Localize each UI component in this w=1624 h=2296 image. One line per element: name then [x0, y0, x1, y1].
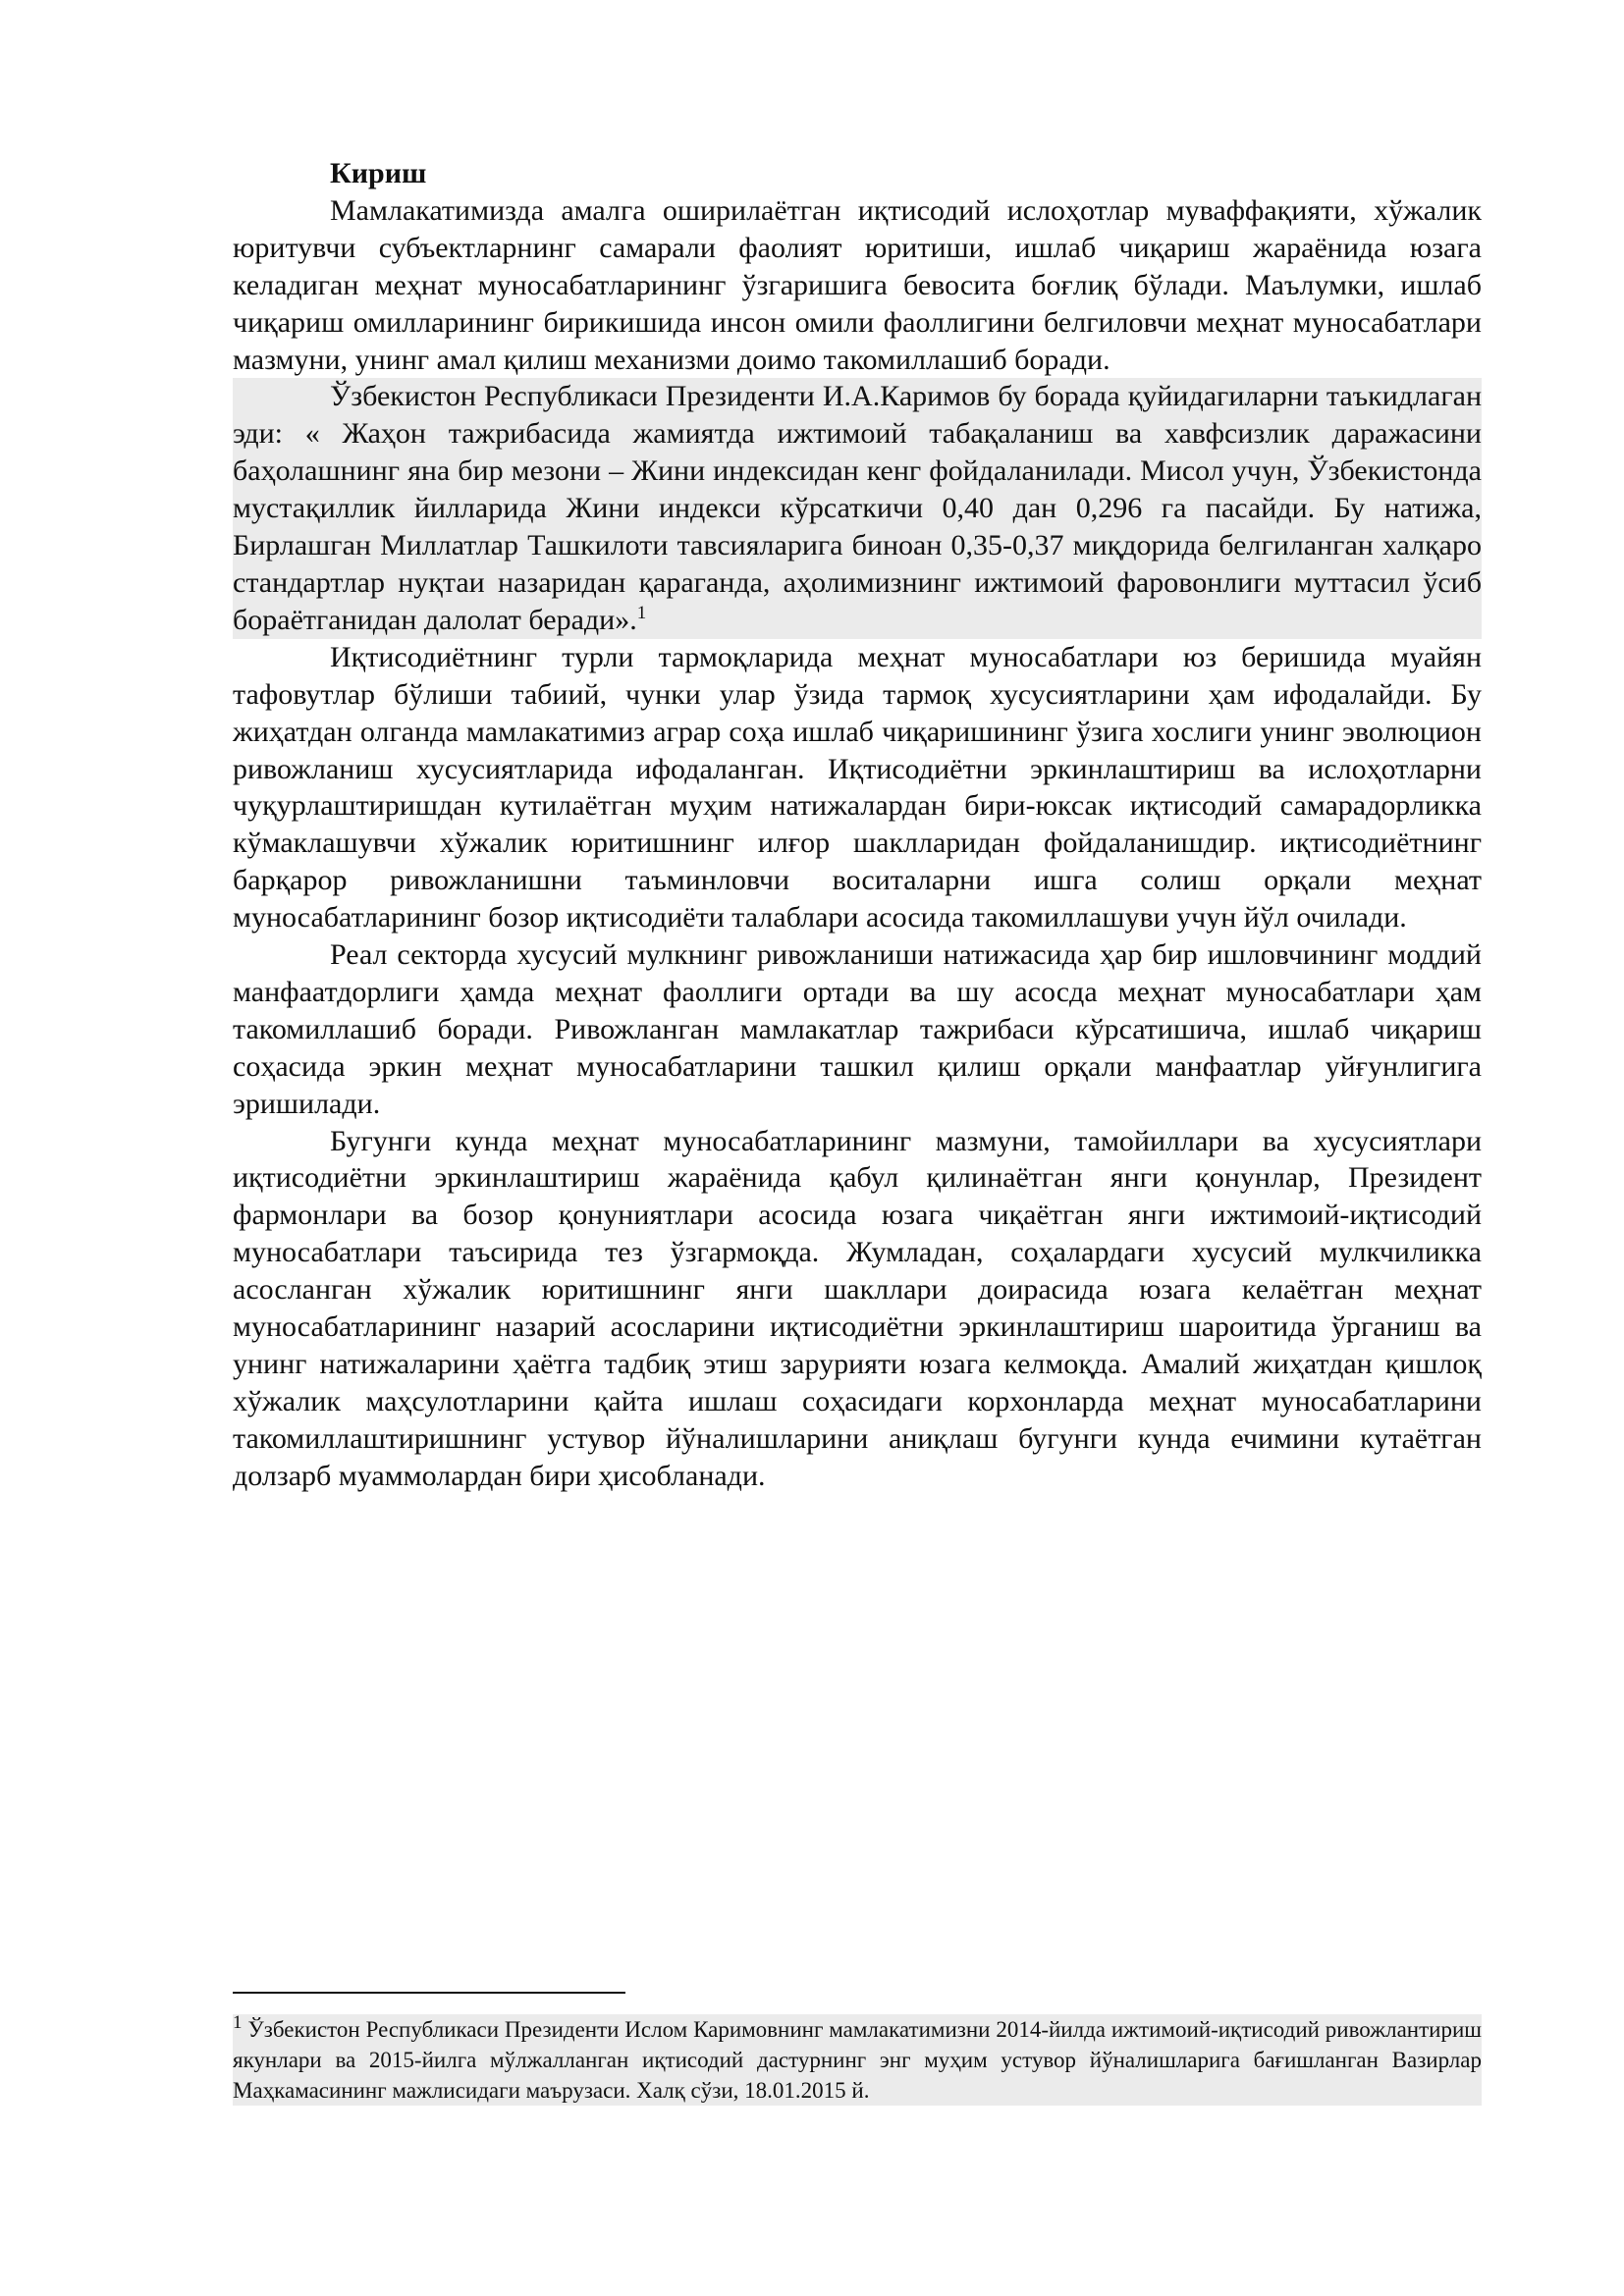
- paragraph-5: Бугунги кунда меҳнат муносабатларининг мазмуни, тамойиллари ва хусусиятлари иқтисодиётни эркинлаштириш жараёнида қабул қилинаётган янги қонунлар, Президент фармонлари ва бозор қонуниятлари асосида юзага чиқаётган янги ижтимоий-иқтисодий муносабатлари таъсирида тез ўзгармоқда. Жумладан, соҳалардаги хусусий мулкчиликка асосланган хўжалик юритишнинг янги шакллари доирасида юзага келаётган меҳнат муносабатларининг назарий асосларини иқтисодиётни эркинлаштириш шароитида ўрганиш ва унинг натижаларини ҳаётга тадбиқ этиш зарурияти юзага келмоқда. Амалий жиҳатдан қишлоқ хўжалик маҳсулотларини қайта ишлаш соҳасидаги корхонларда меҳнат муносабатларини такомиллаштиришнинг устувор йўналишларини аниқлаш бугунги кунда ечимини кутаётган долзарб муаммолардан бири ҳисобланади.: [233, 1124, 1482, 1492]
- paragraph-3: Иқтисодиётнинг турли тармоқларида меҳнат муносабатлари юз беришида муайян тафовутлар бўлиши табиий, чунки улар ўзида тармоқ хусусиятларини ҳам ифодалайди. Бу жиҳатдан олганда мамлакатимиз аграр соҳа ишлаб чиқаришининг ўзига хослиги унинг эволюцион ривожланиш хусусиятларида ифодаланган. Иқтисодиётни эркинлаштириш ва ислоҳотларни чуқурлаштиришдан кутилаётган муҳим натижалардан бири-юксак иқтисодий самарадорликка кўмаклашувчи хўжалик юритишнинг илғор шаклларидан фойдаланишдир. иқтисодиётнинг барқарор ривожланишни таъминловчи воситаларни ишга солиш орқали меҳнат муносабатларининг бозор иқтисодиёти талаблари асосида такомиллашуви учун йўл очилади.: [233, 640, 1482, 934]
- paragraph-1: Мамлакатимизда амалга оширилаётган иқтисодий ислоҳотлар муваффақияти, хўжалик юритувчи субъектларнинг самарали фаолият юритиши, ишлаб чиқариш жараёнида юзага келадиган меҳнат муносабатларининг ўзгаришига бевосита боғлиқ бўлади. Маълумки, ишлаб чиқариш омилларининг бирикишида инсон омили фаоллигини белгиловчи меҳнат муносабатлари мазмуни, унинг амал қилиш механизми доимо такомиллашиб боради.: [233, 193, 1482, 376]
- footnote-mark: 1: [233, 2012, 243, 2034]
- paragraph-2-quote: [233, 378, 1482, 638]
- footnote-separator: [233, 1992, 625, 1994]
- paragraph-4: Реал секторда хусусий мулкнинг ривожланиши натижасида ҳар бир ишловчининг моддий манфаатдорлиги ҳамда меҳнат фаоллиги ортади ва шу асосда меҳнат муносабатлари ҳам такомиллашиб боради. Ривожланган мамлакатлар тажрибаси кўрсатишича, ишлаб чиқариш соҳасида эркин меҳнат муносабатларини ташкил қилиш орқали манфаатлар уйғунлигига эришилади.: [233, 938, 1482, 1120]
- footnote-reference[interactable]: 1: [636, 602, 647, 623]
- footnote: [233, 2014, 1482, 2106]
- paragraph-2-text: Ўзбекистон Республикаси Президенти И.А.Каримов бу борада қуйидагиларни таъкидлаган эди: « Жаҳон тажрибасида жамиятда ижтимоий табақаланиш ва хавфсизлик даражасини баҳолашнинг яна бир мезони – Жини индексидан кенг фойдаланилади. Мисол учун, Ўзбекистонда мустақиллик йилларида Жини индекси кўрсаткичи 0,40 дан 0,296 га пасайди. Бу натижа, Бирлашган Миллатлар Ташкилоти тавсияларига биноан 0,35-0,37 миқдорида белгиланган халқаро стандартлар нуқтаи назаридан қараганда, аҳолимизнинг ижтимоий фаровонлиги муттасил ўсиб бораётганидан далолат беради».: [233, 380, 1482, 636]
- main-text: [233, 155, 1482, 1495]
- section-heading: Кириш: [330, 157, 427, 189]
- footnote-text: Ўзбекистон Республикаси Президенти Ислом Каримовнинг мамлакатимизни 2014-йилда ижтимоий-иқтисодий ривожлантириш якунлари ва 2015-йилга мўлжалланган иқтисодий дастурнинг энг муҳим устувор йўналишларига бағишланган Вазирлар Маҳкамасининг мажлисидаги маърузаси. Халқ сўзи, 18.01.2015 й.: [233, 2017, 1482, 2103]
